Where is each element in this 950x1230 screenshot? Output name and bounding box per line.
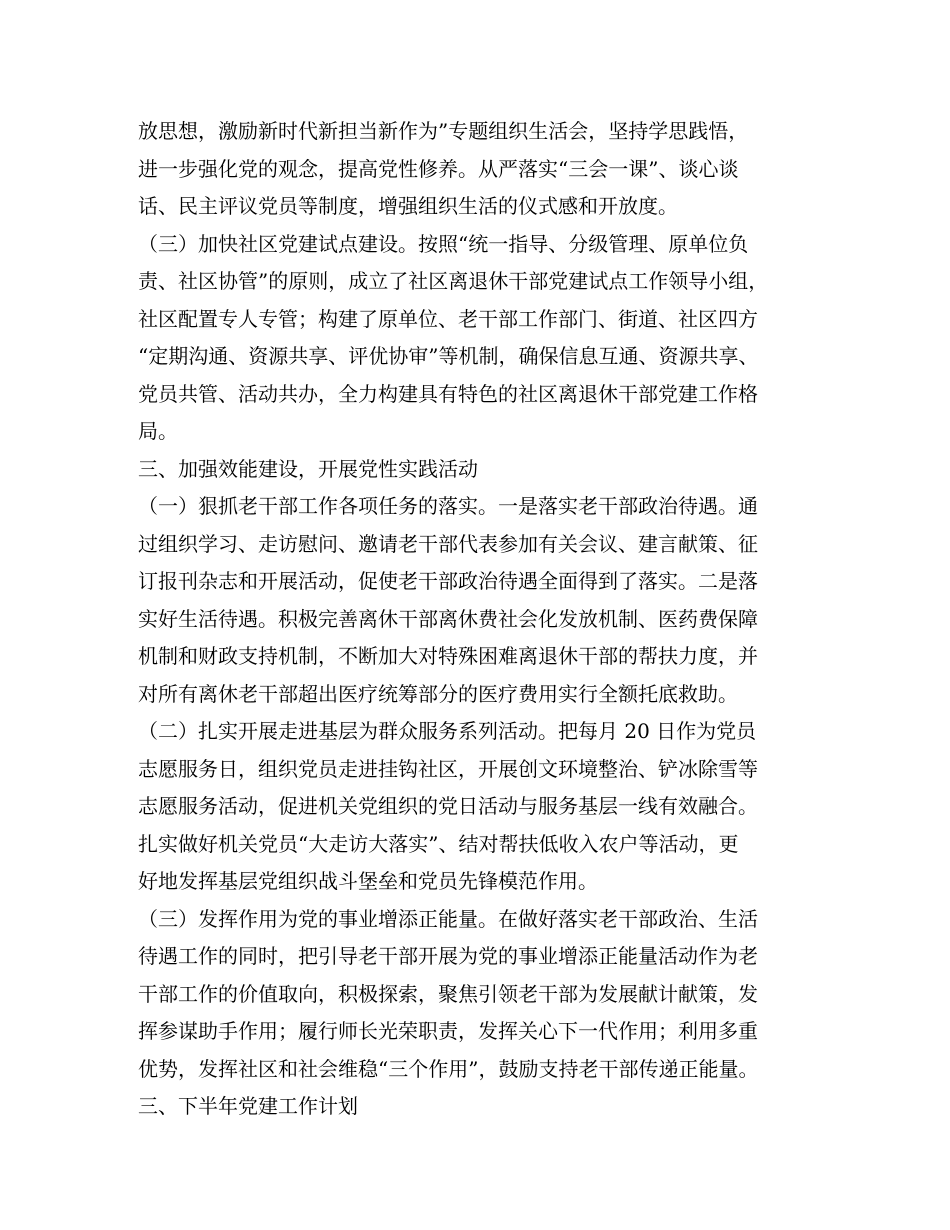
text-line: 社区配置专人专管；构建了原单位、老干部工作部门、街道、社区四方 bbox=[138, 306, 758, 331]
text-line: 待遇工作的同时，把引导老干部开展为党的事业增添正能量活动作为老 bbox=[138, 944, 758, 968]
section-heading: 三、下半年党建工作计划 bbox=[138, 1094, 358, 1118]
text-line: 扎实做好机关党员“大走访大落实”、结对帮扶低收入农户等活动，更 bbox=[138, 831, 739, 856]
text-line: 党员共管、活动共办，全力构建具有特色的社区离退休干部党建工作格 bbox=[138, 381, 758, 406]
text-line: 局。 bbox=[138, 419, 178, 443]
text-line: 放思想，激励新时代新担当新作为”专题组织生活会，坚持学思践悟， bbox=[138, 119, 749, 143]
text-line: 干部工作的价值取向，积极探索，聚焦引领老干部为发展献计献策，发 bbox=[138, 981, 758, 1006]
section-heading: 三、加强效能建设，开展党性实践活动 bbox=[138, 456, 478, 481]
text-line: 优势，发挥社区和社会维稳“三个作用”，鼓励支持老干部传递正能量。 bbox=[138, 1056, 759, 1081]
text-line: 过组织学习、走访慰问、邀请老干部代表参加有关会议、建言献策、征 bbox=[138, 531, 758, 556]
text-line: （三）发挥作用为党的事业增添正能量。在做好落实老干部政治、生活 bbox=[138, 906, 758, 931]
text-line: “定期沟通、资源共享、评优协审”等机制，确保信息互通、资源共享、 bbox=[138, 344, 759, 368]
text-line: （二）扎实开展走进基层为群众服务系列活动。把每月 20 日作为党员 bbox=[138, 719, 757, 743]
text-line: 挥参谋助手作用；履行师长光荣职责，发挥关心下一代作用；利用多重 bbox=[138, 1019, 758, 1043]
text-line: 话、民主评议党员等制度，增强组织生活的仪式感和开放度。 bbox=[138, 194, 678, 218]
text-line: 好地发挥基层党组织战斗堡垒和党员先锋模范作用。 bbox=[138, 869, 598, 893]
text-line: 实好生活待遇。积极完善离休干部离休费社会化发放机制、医药费保障 bbox=[138, 606, 758, 631]
text-line: 责、社区协管”的原则，成立了社区离退休干部党建试点工作领导小组， bbox=[138, 269, 769, 293]
text-line: 志愿服务活动，促进机关党组织的党日活动与服务基层一线有效融合。 bbox=[138, 794, 758, 818]
text-line: 进一步强化党的观念，提高党性修养。从严落实“三会一课”、谈心谈 bbox=[138, 156, 739, 181]
text-line: （一）狠抓老干部工作各项任务的落实。一是落实老干部政治待遇。通 bbox=[138, 494, 758, 518]
text-line: （三）加快社区党建试点建设。按照“统一指导、分级管理、原单位负 bbox=[138, 231, 749, 256]
text-line: 志愿服务日，组织党员走进挂钩社区，开展创文环境整治、铲冰除雪等 bbox=[138, 756, 758, 781]
text-line: 机制和财政支持机制，不断加大对特殊困难离退休干部的帮扶力度，并 bbox=[138, 644, 758, 668]
text-line: 订报刊杂志和开展活动，促使老干部政治待遇全面得到了落实。二是落 bbox=[138, 569, 758, 593]
text-line: 对所有离休老干部超出医疗统筹部分的医疗费用实行全额托底救助。 bbox=[138, 681, 738, 706]
document-body bbox=[138, 113, 828, 1126]
